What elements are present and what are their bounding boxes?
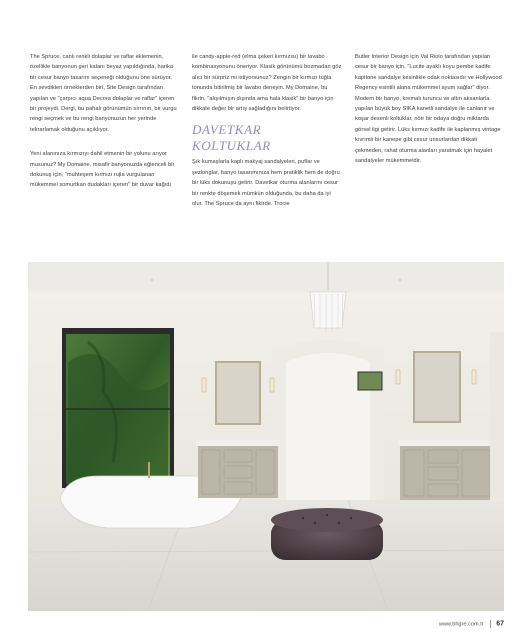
paragraph: Yeni alanınıza kırmızıyı dahil etmenin bir yolunu arıyor musunuz? My Domaine, misafir banyonuzda eğlenceli bir dokunuş için, "muhteşem kırmızı rujla vurgulanan mükemmel somurtkan dudakları içeren" bir duvar kağıdı xyxy=(30,151,175,189)
article-column-2 xyxy=(192,52,342,217)
page-footer xyxy=(439,620,504,628)
website-url: www.bhgre.com.tr xyxy=(438,621,484,628)
paragraph: The Spruce, canlı renkli dolaplar ve raflar eklemenin, özellikle banyonun geri kalanı beyaz yapıldığında, harika bir cesur banyo tasarım seçeneği olduğunu öne sürüyor. En sevdikleri örneklerden biri, Site Design tarafından yapılan ve "çarpıcı aqua Decora dolaplar ve raflar" içeren bir projeydi. Dergi, bu pahalı görünümün sırrının, bir vurgu rengi seçmek ve bu rengi banyonuzun her yerinde tekrarlamak olduğunu açıklıyor. xyxy=(30,54,177,133)
paragraph: Şık kumaşlarla kaplı makyaj sandalyeleri, puflar ve şezlonglar, banyo tasarımınıza hem pratiklik hem de doğru bir lüks dokunuşu getirir. Davetkar oturma alanlarını cesur bir renkte döşemek mümkün olduğunda, bu daha da iyi olur. The Spruce da aynı fikirde. Trocie xyxy=(192,159,340,208)
paragraph: Butler Interior Design için Val Riolo tarafından yapılan cesur bir banyo için, "Lucite ayaklı koyu pembe kadife kapitone sandalye kesinlikle odak noktasıdır ve Hollywood Regency esintili alana mükemmel ayum sağlar" diyor. Modern bir banyo, kremalı turuncu ve altın aksanlarla yapılan büyük boy SIKA kanetli sandalye ile canlanır ve koşar desenli koltuklar, nötr bir odaya doğru miktarda görsel ilgi getirir. Lüks kırmızı kadife ile kaplanmış vintage kıvrımlı bir kanepe gibi cesur unsurlardan dikkati çekmeden, rahat oturma alanları yaratmak için hayalet sandalyeler mükemmeldir. xyxy=(355,54,502,165)
page-number: 67 xyxy=(496,620,504,628)
bathroom-photo xyxy=(28,262,504,611)
paragraph: ile candy-apple-red (elma şekeri kırmızısı) bir lavabo kombinasyonunu öneriyor. Klasik görünümü bozmadan göz alıcı bir sürpriz mi istiyorsunuz? Zengin bir kırmızı tuğla tonunda bitirilmiş bir lavabo deneyin. My Domaine, bu fikrin, "alışılmışın dışında ama hala klasik" bir banyo için dikkate değer bir artış sağladığını belirtiyor. xyxy=(192,54,342,113)
article-column-3 xyxy=(355,52,503,174)
section-heading: DAVETKAR KOLTUKLAR xyxy=(192,122,271,154)
article-column-1 xyxy=(30,52,178,199)
divider xyxy=(490,620,491,628)
